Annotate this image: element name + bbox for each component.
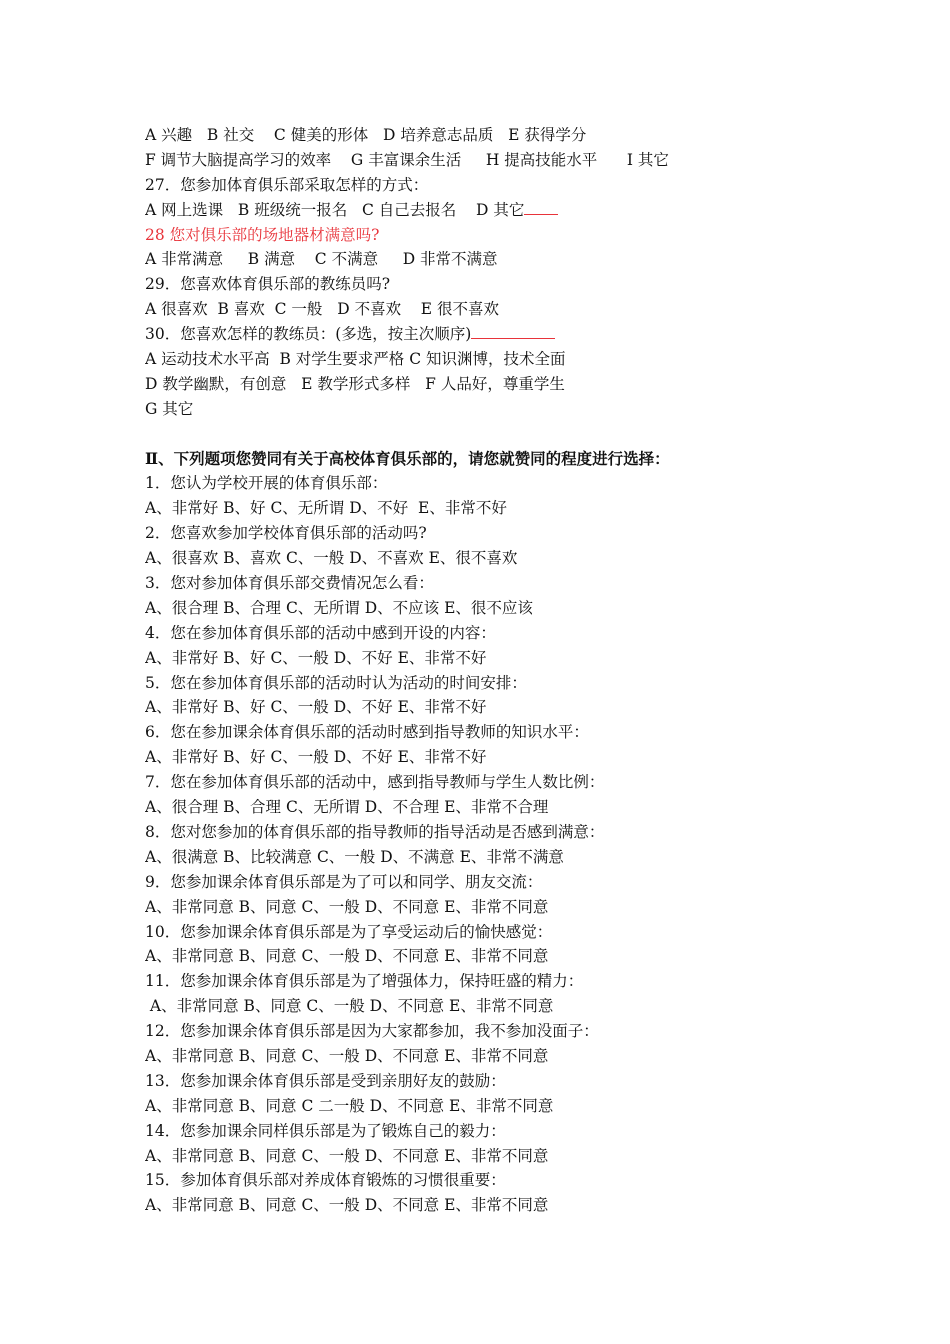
survey-question: 7．您在参加体育俱乐部的活动中，感到指导教师与学生人数比例： <box>145 773 605 792</box>
survey-question: 2．您喜欢参加学校体育俱乐部的活动吗? <box>145 524 427 543</box>
q30-options-line-1: A 运动技术水平高 B 对学生要求严格 C 知识渊博，技术全面 <box>145 350 566 369</box>
section-2-list <box>145 471 845 1218</box>
q27-question: 27．您参加体育俱乐部采取怎样的方式： <box>145 175 429 194</box>
survey-question: 9．您参加课余体育俱乐部是为了可以和同学、朋友交流： <box>145 872 543 891</box>
q28-question: 28 您对俱乐部的场地器材满意吗? <box>145 225 380 244</box>
survey-options: A、非常同意 B、同意 C 二一般 D、不同意 E、非常不同意 <box>145 1096 554 1115</box>
q29-question: 29．您喜欢体育俱乐部的教练员吗? <box>145 275 391 294</box>
survey-options: A、非常同意 B、同意 C、一般 D、不同意 E、非常不同意 <box>145 997 554 1016</box>
survey-options: A、非常同意 B、同意 C、一般 D、不同意 E、非常不同意 <box>145 947 549 966</box>
section-2-heading: Ⅱ、下列题项您赞同有关于高校体育俱乐部的，请您就赞同的程度进行选择： <box>145 448 670 468</box>
q30-answer-blank[interactable] <box>471 322 555 339</box>
survey-question: 13．您参加课余体育俱乐部是受到亲朋好友的鼓励： <box>145 1071 506 1090</box>
survey-question: 8．您对您参加的体育俱乐部的指导教师的指导活动是否感到满意： <box>145 822 605 841</box>
q30-question <box>145 322 845 347</box>
q28-options: A 非常满意 B 满意 C 不满意 D 非常不满意 <box>145 250 498 269</box>
q27-options <box>145 198 845 223</box>
survey-question: 5．您在参加体育俱乐部的活动时认为活动的时间安排： <box>145 673 527 692</box>
survey-question: 10．您参加课余体育俱乐部是为了享受运动后的愉快感觉： <box>145 922 553 941</box>
q26-options-line-2: F 调节大脑提高学习的效率 G 丰富课余生活 H 提高技能水平 I 其它 <box>145 150 669 169</box>
survey-question: 14．您参加课余同样俱乐部是为了锻炼自己的毅力： <box>145 1121 506 1140</box>
survey-options: A、很满意 B、比较满意 C、一般 D、不满意 E、非常不满意 <box>145 847 564 866</box>
q27-options-text: A 网上选课 B 班级统一报名 C 自己去报名 D 其它 <box>145 200 525 219</box>
survey-options: A、非常同意 B、同意 C、一般 D、不同意 E、非常不同意 <box>145 897 549 916</box>
survey-question: 12．您参加课余体育俱乐部是因为大家都参加，我不参加没面子： <box>145 1022 599 1041</box>
survey-options: A、很喜欢 B、喜欢 C、一般 D、不喜欢 E、很不喜欢 <box>145 549 518 568</box>
survey-options: A、很合理 B、合理 C、无所谓 D、不合理 E、非常不合理 <box>145 798 549 817</box>
survey-options: A、非常好 B、好 C、无所谓 D、不好 E、非常不好 <box>145 499 507 518</box>
section-gap <box>145 422 845 447</box>
survey-question: 1．您认为学校开展的体育俱乐部： <box>145 474 388 493</box>
q26-options-line-1: A 兴趣 B 社交 C 健美的形体 D 培养意志品质 E 获得学分 <box>145 126 587 144</box>
survey-question: 3．您对参加体育俱乐部交费情况怎么看： <box>145 574 434 593</box>
q30-question-text: 30．您喜欢怎样的教练员：(多选，按主次顺序) <box>145 325 472 344</box>
survey-question: 11．您参加课余体育俱乐部是为了增强体力，保持旺盛的精力： <box>145 972 584 991</box>
survey-options: A、非常同意 B、同意 C、一般 D、不同意 E、非常不同意 <box>145 1046 549 1065</box>
q30-options-line-3: G 其它 <box>145 399 194 418</box>
q29-options: A 很喜欢 B 喜欢 C 一般 D 不喜欢 E 很不喜欢 <box>145 300 500 319</box>
survey-question: 15．参加体育俱乐部对养成体育锻炼的习惯很重要： <box>145 1171 506 1190</box>
survey-options: A、非常好 B、好 C、一般 D、不好 E、非常不好 <box>145 648 487 667</box>
document-content <box>145 123 845 1218</box>
survey-options: A、非常好 B、好 C、一般 D、不好 E、非常不好 <box>145 748 487 767</box>
survey-question: 6．您在参加课余体育俱乐部的活动时感到指导教师的知识水平： <box>145 723 589 742</box>
survey-options: A、非常同意 B、同意 C、一般 D、不同意 E、非常不同意 <box>145 1196 549 1215</box>
survey-options: A、很合理 B、合理 C、无所谓 D、不应该 E、很不应该 <box>145 598 533 617</box>
q27-answer-blank[interactable] <box>524 198 558 215</box>
survey-options: A、非常好 B、好 C、一般 D、不好 E、非常不好 <box>145 698 487 717</box>
q30-options-line-2: D 教学幽默，有创意 E 教学形式多样 F 人品好，尊重学生 <box>145 374 565 393</box>
survey-question: 4．您在参加体育俱乐部的活动中感到开设的内容： <box>145 623 496 642</box>
survey-options: A、非常同意 B、同意 C、一般 D、不同意 E、非常不同意 <box>145 1146 549 1165</box>
